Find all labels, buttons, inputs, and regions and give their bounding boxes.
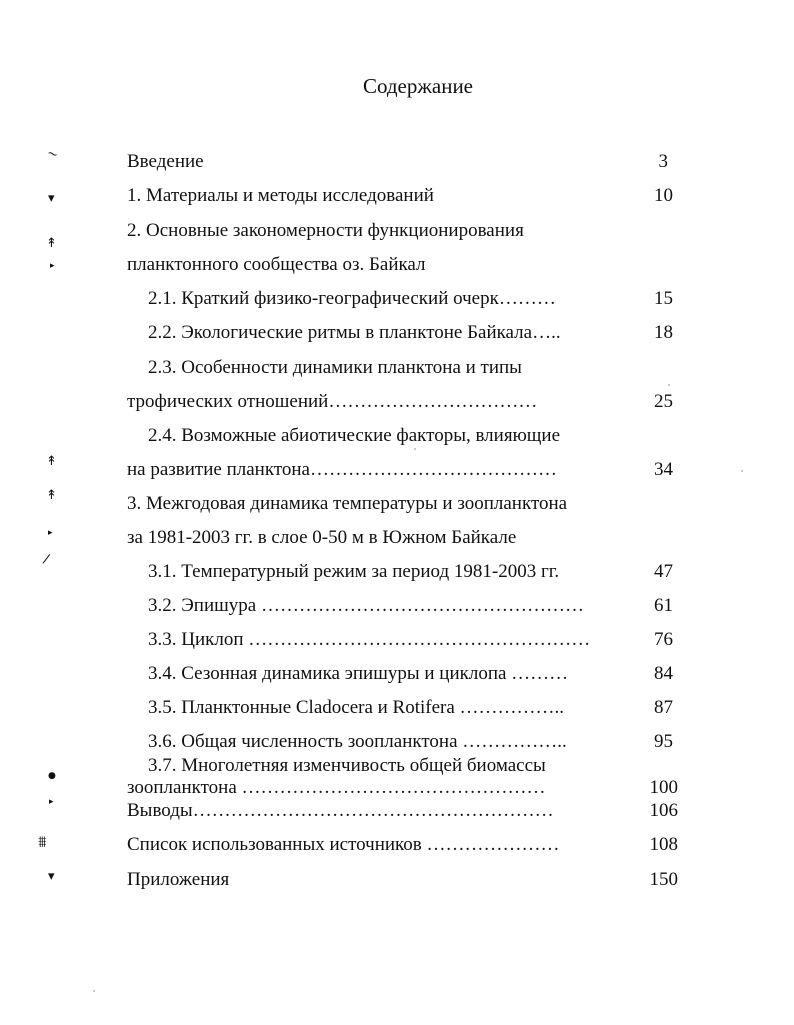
toc-entry-page: 18 — [654, 322, 673, 343]
toc-entry-page: 25 — [654, 391, 673, 412]
scan-mark: / — [41, 551, 51, 568]
scan-mark: ↟ — [46, 454, 57, 469]
toc-entry-text: 3.7. Многолетняя изменчивость общей биомассы — [148, 755, 546, 776]
toc-entry-text: 3.6. Общая численность зоопланктона …………….. — [148, 731, 567, 752]
toc-entry-text: 3.5. Планктонные Cladocera и Rotifera …………….. — [148, 697, 565, 718]
toc-entry-text: 2.2. Экологические ритмы в планктоне Байкала….. — [148, 322, 561, 343]
toc-entry-page: 76 — [654, 629, 673, 650]
toc-entry-text: зоопланктона ………………………………………… — [127, 777, 546, 798]
toc-entry-text: планктонного сообщества оз. Байкал — [127, 254, 426, 275]
toc-entry-page: 87 — [654, 697, 673, 718]
scan-mark: ↟ — [46, 488, 57, 503]
toc-entry-text: на развитие планктона………………………………… — [127, 459, 557, 480]
toc-entry-page: 108 — [649, 834, 678, 855]
toc-entry-page: 34 — [654, 459, 673, 480]
toc-entry-text: Выводы………………………………………………… — [127, 800, 554, 821]
toc-entry-text: 3. Межгодовая динамика температуры и зоопланктона — [127, 493, 568, 514]
scan-speck — [414, 448, 416, 450]
scan-mark: ↟ — [46, 236, 57, 251]
toc-entry-text: 2.4. Возможные абиотические факторы, влияющие — [148, 425, 560, 446]
toc-entry-page: 106 — [649, 800, 678, 821]
scan-mark: ▸ — [50, 261, 55, 271]
scan-mark: ▾ — [48, 191, 55, 206]
scan-mark: ~ — [44, 145, 61, 164]
toc-entry-page: 10 — [654, 185, 673, 206]
toc-entry-page: 84 — [654, 663, 673, 684]
scan-mark: ▸ — [48, 528, 53, 538]
toc-entry-page: 95 — [654, 731, 673, 752]
toc-entry-text: трофических отношений…………………………… — [127, 391, 538, 412]
toc-entry-page: 100 — [649, 777, 678, 798]
page-title: Содержание — [362, 74, 474, 98]
toc-entry-text: 3.2. Эпишура …………………………………………… — [148, 595, 584, 616]
scan-speck — [93, 990, 95, 992]
toc-entry-text: 3.1. Температурный режим за период 1981-2003 гг. — [148, 561, 560, 582]
toc-entry-page: 61 — [654, 595, 673, 616]
toc-entry-text: 2.3. Особенности динамики планктона и типы — [148, 357, 522, 378]
toc-entry-text: Список использованных источников ………………… — [127, 834, 560, 855]
scan-speck — [741, 470, 743, 472]
toc-entry-page: 150 — [649, 869, 678, 890]
scan-mark: ● — [48, 771, 56, 781]
toc-entry-page: 3 — [658, 151, 668, 172]
toc-entry-text: 3.3. Циклоп ……………………………………………… — [148, 629, 591, 650]
toc-entry-text: Введение — [127, 151, 204, 172]
toc-entry-page: 15 — [654, 288, 673, 309]
toc-entry-text: за 1981-2003 гг. в слое 0-50 м в Южном Байкале — [127, 527, 517, 548]
toc-entry-text: 3.4. Сезонная динамика эпишуры и циклопа ……… — [148, 663, 569, 684]
toc-entry-text: 2.1. Краткий физико-географический очерк……… — [148, 288, 556, 309]
scan-mark: ▸ — [49, 797, 54, 807]
toc-entry-page: 47 — [654, 561, 673, 582]
scan-mark: ⩩ — [38, 832, 47, 851]
toc-entry-text: 2. Основные закономерности функционирования — [127, 220, 524, 241]
scan-speck — [668, 384, 670, 386]
toc-entry-text: Приложения — [127, 869, 230, 890]
toc-entry-text: 1. Материалы и методы исследований — [127, 185, 434, 206]
scan-mark: ▾ — [48, 869, 55, 884]
